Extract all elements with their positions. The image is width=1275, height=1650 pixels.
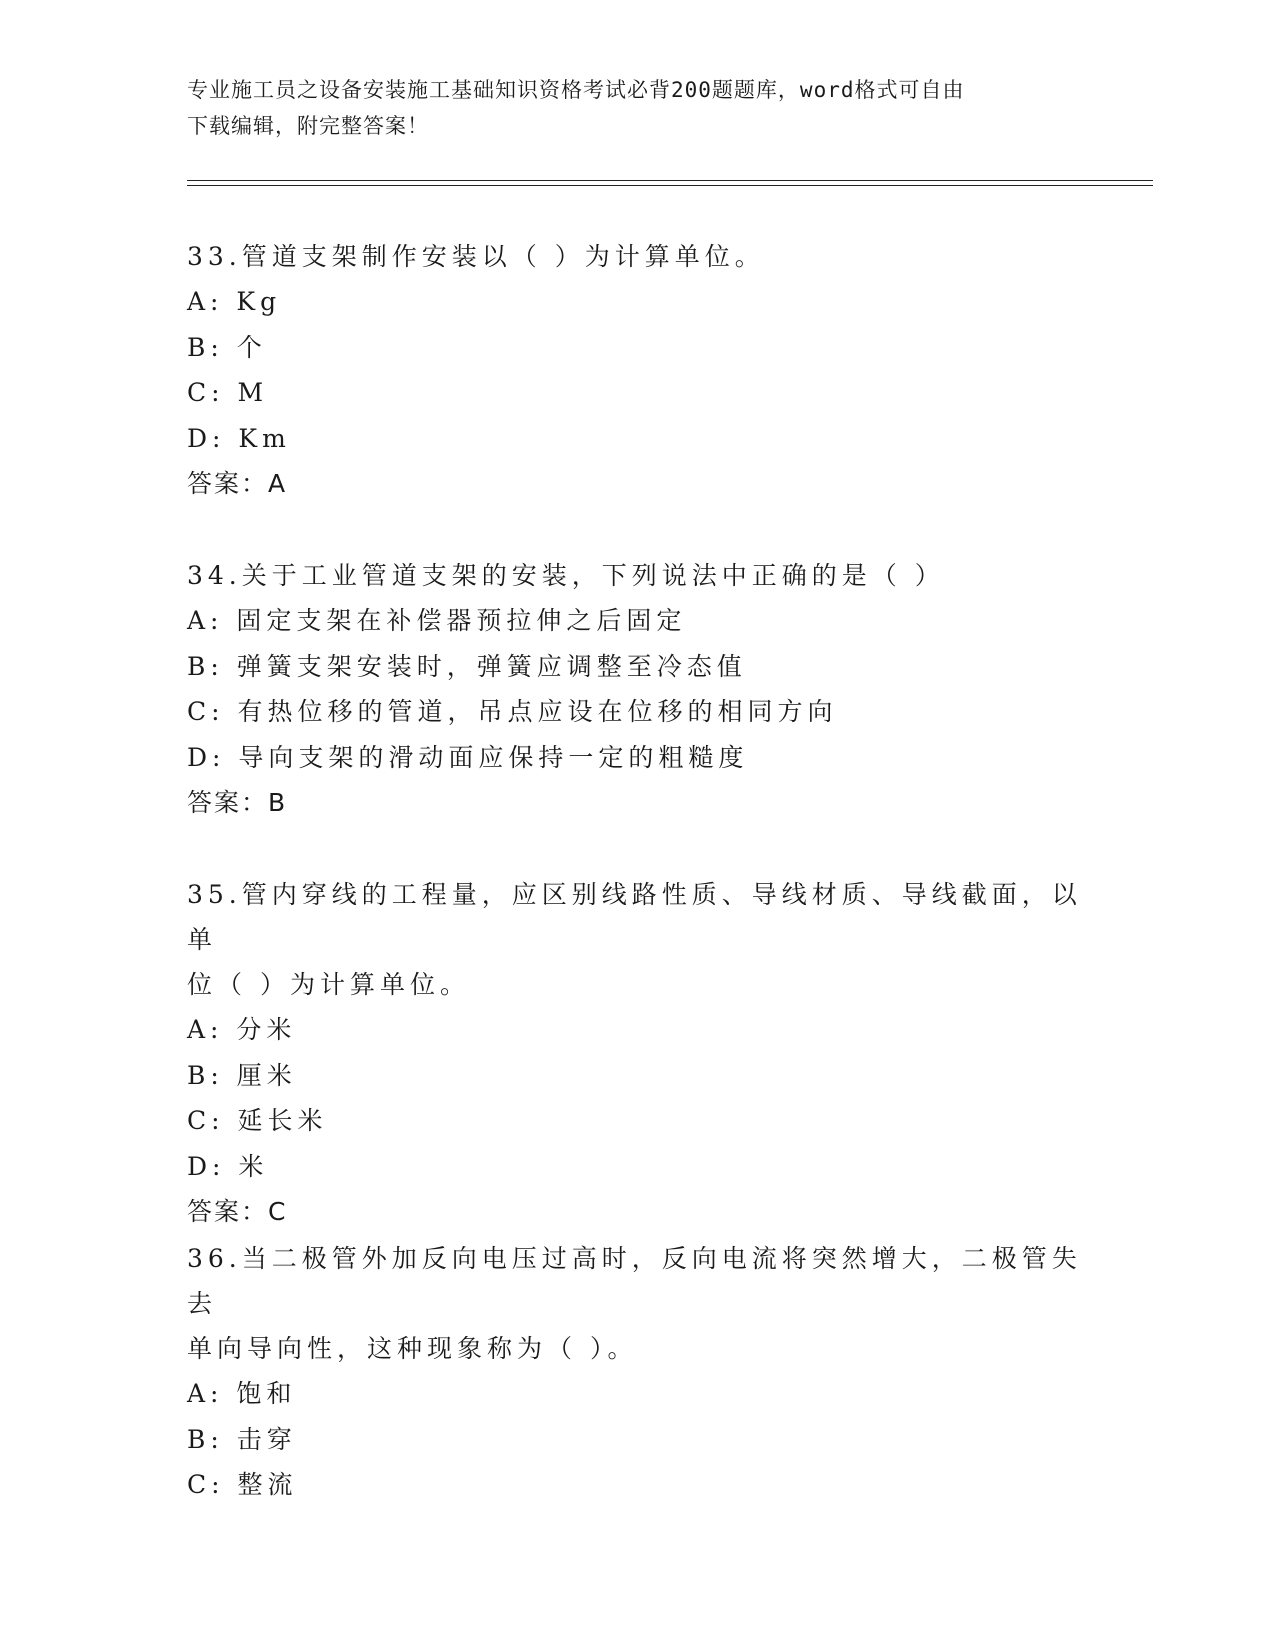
option-c: C: 延长米 xyxy=(187,1106,328,1135)
question-stem: 34.关于工业管道支架的安装，下列说法中正确的是（ ） xyxy=(187,561,945,590)
option-b: B: 个 xyxy=(187,332,267,362)
option-a: A: 饱和 xyxy=(187,1379,297,1408)
question-34 xyxy=(187,553,1087,825)
answer-text: 答案：A xyxy=(187,469,288,498)
option-d: D: 导向支架的滑动面应保持一定的粗糙度 xyxy=(187,742,749,772)
question-stem-line-1: 36.当二极管外加反向电压过高时，反向电流将突然增大，二极管失去 xyxy=(187,1244,1082,1318)
option-a: A: 分米 xyxy=(187,1015,297,1044)
document-header xyxy=(187,72,1087,144)
option-b: B: 击穿 xyxy=(187,1424,297,1454)
question-stem-line-1: 35.管内穿线的工程量，应区别线路性质、导线材质、导线截面，以单 xyxy=(187,880,1082,954)
header-line-1: 专业施工员之设备安装施工基础知识资格考试必背200题题库，word格式可自由 xyxy=(187,78,965,102)
question-stem-line-2: 位（ ）为计算单位。 xyxy=(187,970,470,999)
option-c: C: M xyxy=(187,378,269,407)
header-divider-top xyxy=(187,180,1153,181)
option-d: D: 米 xyxy=(187,1151,269,1181)
header-divider-bottom xyxy=(187,185,1153,186)
question-stem: 33.管道支架制作安装以（ ）为计算单位。 xyxy=(187,242,765,271)
question-33 xyxy=(187,234,1087,506)
answer-text: 答案：B xyxy=(187,788,288,817)
option-a: A: Kg xyxy=(187,287,282,316)
question-36 xyxy=(187,1236,1087,1508)
option-b: B: 弹簧支架安装时，弹簧应调整至冷态值 xyxy=(187,651,747,681)
option-c: C: 有热位移的管道，吊点应设在位移的相同方向 xyxy=(187,697,838,726)
header-line-2: 下载编辑，附完整答案！ xyxy=(187,114,429,138)
question-stem-line-2: 单向导向性，这种现象称为（ ）。 xyxy=(187,1334,638,1363)
question-35 xyxy=(187,872,1087,1234)
option-a: A: 固定支架在补偿器预拉伸之后固定 xyxy=(187,606,687,635)
option-b: B: 厘米 xyxy=(187,1060,297,1090)
option-d: D: Km xyxy=(187,423,291,453)
option-c: C: 整流 xyxy=(187,1470,298,1499)
answer-text: 答案：C xyxy=(187,1197,288,1226)
